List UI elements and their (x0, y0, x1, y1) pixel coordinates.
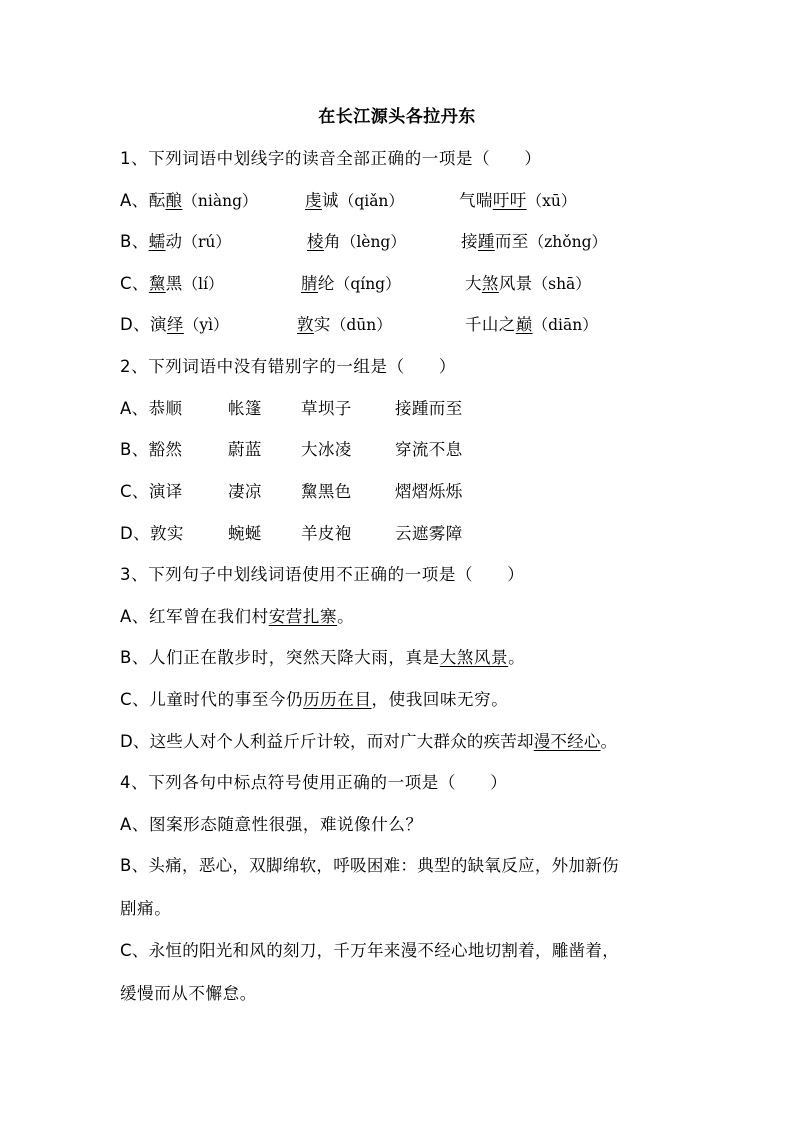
option-label: D、 (120, 315, 151, 334)
word: 豁然 (148, 440, 183, 459)
word: 蔚蓝 (228, 440, 262, 459)
pinyin: （qiǎn） (338, 192, 404, 210)
question-2-stem: 2、下列词语中没有错别字的一组是（ ） (120, 357, 456, 376)
option-label: C、 (120, 274, 149, 293)
option-label: C、 (120, 690, 150, 709)
underlined-phrase: 漫不经心 (533, 732, 601, 751)
underlined-char: 酿 (165, 191, 183, 210)
underlined-char: 巅 (515, 315, 533, 334)
option-label: A、 (120, 607, 149, 626)
word: 蜿蜒 (228, 524, 262, 543)
question-4-stem: 4、下列各句中标点符号使用正确的一项是（ ） (120, 773, 508, 792)
pinyin: （xū） (526, 192, 577, 210)
q4-option-c-line2: 缓慢而从不懈怠。 (120, 984, 257, 1003)
underlined-phrase: 历历在目 (303, 690, 372, 709)
q3-option-d: D、这些人对个人利益斤斤计较，而对广大群众的疾苦却漫不经心。 (120, 732, 618, 751)
underlined-char: 棱 (307, 232, 324, 251)
option-label: D、 (120, 524, 151, 543)
q4-option-a: A、图案形态随意性很强，难说像什么？ (120, 815, 423, 834)
page-title: 在长江源头各拉丹东 (318, 107, 476, 127)
word: 穿流不息 (395, 440, 463, 459)
underlined-phrase: 大煞风景 (439, 648, 509, 667)
q4-option-c-line1: C、永恒的阳光和风的刻刀，千万年来漫不经心地切割着，雕凿着， (120, 941, 620, 960)
word: 草坝子 (301, 399, 352, 418)
pinyin: （diān） (532, 316, 598, 334)
question-3-stem: 3、下列句子中划线词语使用不正确的一项是（ ） (120, 565, 525, 584)
underlined-char: 煞 (481, 274, 499, 293)
word: 接踵而至 (395, 399, 463, 418)
pinyin: （dūn） (330, 316, 392, 334)
pinyin: （lí） (182, 275, 224, 293)
word: 敦实 (150, 524, 184, 543)
word: 凄凉 (228, 482, 262, 501)
option-label: C、 (120, 482, 149, 501)
underlined-char: 黧 (148, 274, 166, 293)
word: 演译 (148, 482, 183, 501)
option-label: A、 (120, 399, 149, 418)
option-label: A、 (120, 191, 149, 210)
pinyin: （rú） (182, 233, 231, 251)
q3-option-a: A、红军曾在我们村安营扎寨。 (120, 607, 355, 626)
underlined-char: 腈 (301, 274, 318, 293)
q3-option-b: B、人们正在散步时，突然天降大雨，真是大煞风景。 (120, 648, 526, 667)
q3-option-c: C、儿童时代的事至今仍历历在目，使我回味无穷。 (120, 690, 509, 709)
underlined-phrase: 安营扎寨 (268, 607, 338, 626)
pinyin: （lèng） (340, 233, 406, 251)
underlined-char: 蠕 (148, 232, 166, 251)
option-label: B、 (120, 648, 150, 667)
word: 羊皮袍 (301, 524, 352, 543)
document-page: 在长江源头各拉丹东 1、下列词语中划线字的读音全部正确的一项是（ ） A、酝酿（niàng） 虔诚（qiǎn） 气喘吁吁（xū） B、蠕动（rú） 棱角（lèng） 接踵而至（zhǒng） C、黧黑（lí） 腈纶（qíng） 大煞风景（shā） D、演绎（yì） 敦实（dūn） 千山之巅（diān） 2、下列词语中没有错别字的一组是（ ） A、恭顺 帐篷 草坝子 接踵而至 B、豁然 蔚蓝 大冰凌 穿流不息 C、演译 凄凉 黧黑色 熠熠烁烁 D、敦实 蜿蜒 羊皮袍 云遮雾障 3、下列句子中划线词语使用不正确的一项是（ ） A、红军曾在我们村安营扎寨。 B、人们正在散步时，突然天降大雨，真是大煞风景。 C、儿童时代的事至今仍历历在目，使我回味无穷。 D、这些人对个人利益斤斤计较，而对广大群众的疾苦却漫不经心。 4、下列各句中标点符号使用正确的一项是（ ） A、图案形态随意性很强，难说像什么？ B、头痛，恶心，双脚绵软，呼吸困难：典型的缺氧反应，外加新伤 剧痛。 C、永恒的阳光和风的刻刀，千万年来漫不经心地切割着，雕凿着， 缓慢而从不懈怠。 (0, 0, 794, 1123)
pinyin: （yì） (183, 316, 229, 334)
option-label: D、 (120, 732, 150, 751)
pinyin: （qíng） (334, 275, 401, 293)
word: 大冰凌 (301, 440, 352, 459)
q4-option-b-line2: 剧痛。 (120, 899, 172, 918)
pinyin: （shā） (532, 275, 591, 293)
pinyin: （zhǒng） (528, 233, 608, 251)
option-label: B、 (120, 232, 149, 251)
underlined-char: 敦 (297, 315, 314, 334)
word: 熠熠烁烁 (395, 482, 463, 501)
q4-option-b-line1: B、头痛，恶心，双脚绵软，呼吸困难：典型的缺氧反应，外加新伤 (120, 856, 619, 875)
underlined-char: 绎 (166, 315, 184, 334)
underlined-char: 吁吁 (492, 191, 527, 210)
option-label: B、 (120, 440, 149, 459)
word: 帐篷 (228, 399, 262, 418)
question-1-stem: 1、下列词语中划线字的读音全部正确的一项是（ ） (120, 149, 542, 168)
pinyin: （niàng） (182, 192, 258, 210)
word: 云遮雾障 (395, 524, 463, 543)
word: 黧黑色 (301, 482, 352, 501)
underlined-char: 踵 (477, 232, 495, 251)
word: 恭顺 (148, 399, 183, 418)
underlined-char: 虔 (305, 191, 322, 210)
